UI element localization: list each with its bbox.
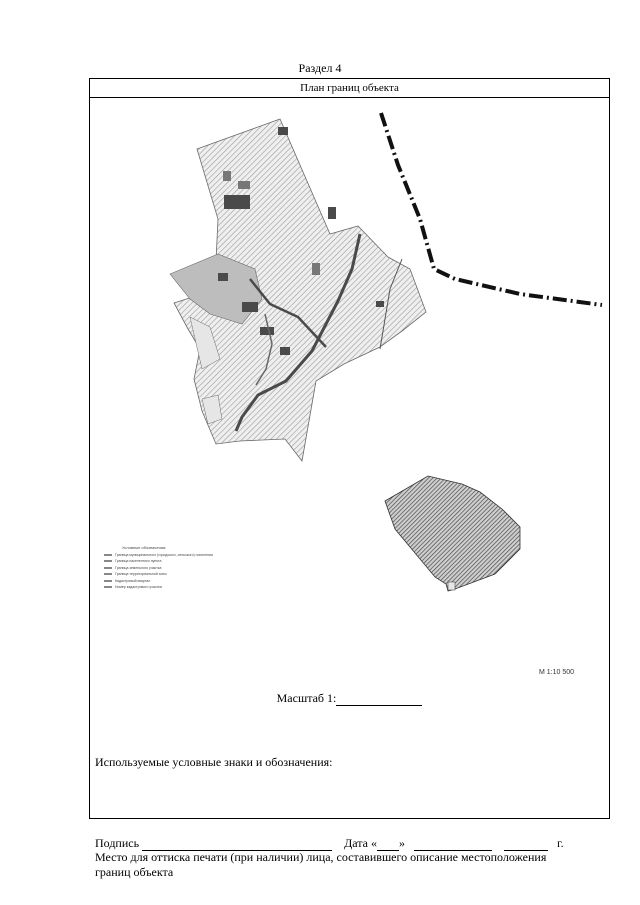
legend-item: Номер кадастрового участка xyxy=(104,584,213,591)
signature-label: Подпись xyxy=(95,836,140,850)
secondary-parcel xyxy=(385,476,520,591)
district-boundary-line xyxy=(381,113,602,305)
legend-item: Граница территориальной зоны xyxy=(104,571,213,578)
year-suffix: г. xyxy=(557,836,564,850)
symbols-label: Используемые условные знаки и обозначения: xyxy=(95,755,333,769)
legend-swatch xyxy=(104,560,112,562)
scale-row xyxy=(90,691,609,706)
legend-item: Граница муниципального (городского, сельского) поселения xyxy=(104,552,213,559)
legend-item: Граница земельного участка xyxy=(104,565,213,572)
legend-swatch xyxy=(104,567,112,569)
signature-row xyxy=(95,836,605,851)
date-label: Дата « xyxy=(344,836,377,850)
legend-swatch xyxy=(104,580,112,582)
plan-frame xyxy=(89,78,610,879)
map-legend xyxy=(104,545,213,591)
date-close-quote: » xyxy=(399,836,405,850)
legend-swatch xyxy=(104,554,112,556)
legend-swatch xyxy=(104,586,112,588)
scale-label: Масштаб 1: xyxy=(276,691,337,705)
legend-item: Граница населенного пункта xyxy=(104,558,213,565)
legend-swatch xyxy=(104,573,112,575)
legend-title: Условные обозначения: xyxy=(122,545,167,550)
legend-item: Кадастровый квартал xyxy=(104,578,213,585)
boundary-map xyxy=(90,99,609,684)
main-parcel xyxy=(170,119,426,461)
map-scale-label: М 1:10 500 xyxy=(539,669,575,676)
scale-input[interactable] xyxy=(336,693,422,706)
plan-title: План границ объекта xyxy=(90,79,609,98)
seal-note: Место для оттиска печати (при наличии) лица, составившего описание местоположения границ объекта xyxy=(95,850,547,879)
section-title: Раздел 4 xyxy=(298,61,342,75)
